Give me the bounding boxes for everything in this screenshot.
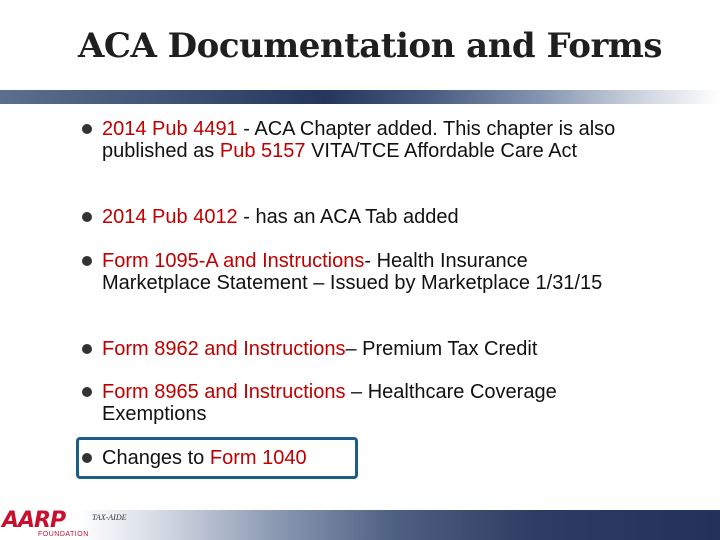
bullet-text xyxy=(102,118,642,162)
bullet-text-part: - Health Insurance Marketplace Statement – Issued by Marketplace 1/31/15 xyxy=(102,250,603,294)
bullet-text-part: – Premium Tax Credit xyxy=(345,338,538,360)
pub-4491-link[interactable]: 2014 Pub 4491 xyxy=(102,118,238,140)
form-8962-link[interactable]: Form 8962 and Instructions xyxy=(102,338,346,360)
bullet-text xyxy=(102,338,642,360)
bullet-dot xyxy=(82,256,92,266)
bullet-form-8965 xyxy=(82,381,642,425)
bullet-text-part: - has an ACA Tab added xyxy=(237,206,459,228)
form-1095a-link[interactable]: Form 1095-A and Instructions xyxy=(102,250,365,272)
aarp-logo: AARP xyxy=(2,508,66,533)
bullet-text-part: – Healthcare Coverage Exemptions xyxy=(102,381,557,425)
bullet-dot xyxy=(82,212,92,222)
highlight-box xyxy=(76,437,358,479)
bullet-dot xyxy=(82,344,92,354)
form-1040-link[interactable]: Form 1040 xyxy=(209,447,307,469)
bullet-form-1095a xyxy=(82,250,642,294)
bullet-text xyxy=(102,250,642,294)
bullet-text-part: VITA/TCE Affordable Care Act xyxy=(305,140,578,162)
pub-5157-link[interactable]: Pub 5157 xyxy=(219,140,306,162)
aarp-foundation-label: FOUNDATION xyxy=(38,531,89,538)
bullet-text-part: Changes to xyxy=(102,447,210,469)
pub-4012-link[interactable]: 2014 Pub 4012 xyxy=(102,206,238,228)
bullet-text xyxy=(102,206,642,228)
tax-aide-label: TAX-AIDE xyxy=(92,513,127,522)
bullet-pub-4491 xyxy=(82,118,642,162)
bullet-dot xyxy=(82,387,92,397)
form-8965-link[interactable]: Form 8965 and Instructions xyxy=(102,381,352,403)
bullet-text xyxy=(102,381,642,425)
bullet-text-part: - ACA Chapter added. This chapter is also published as xyxy=(102,118,616,162)
bullet-form-8962 xyxy=(82,338,642,360)
bullet-dot xyxy=(82,124,92,134)
slide-title: ACA Documentation and Forms xyxy=(78,26,663,66)
bullet-pub-4012 xyxy=(82,206,642,228)
